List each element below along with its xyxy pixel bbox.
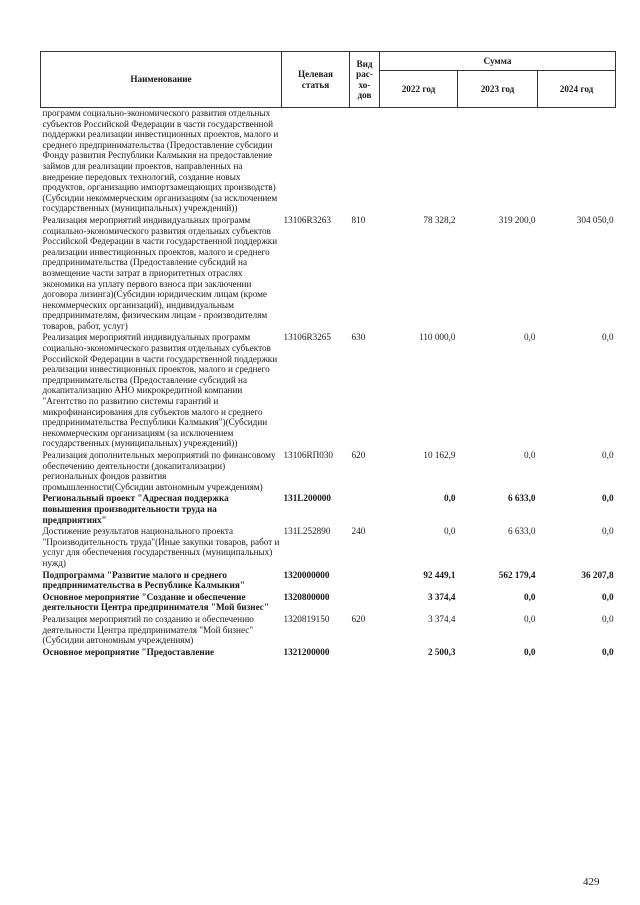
row-sum-2024: 0,0	[602, 526, 614, 537]
row-sum-2024: 0,0	[602, 493, 614, 504]
header-vid: Вид рас-хо-дов	[350, 52, 380, 108]
row-sum-2022: 2 500,3	[427, 646, 456, 657]
row-expense-type	[350, 108, 380, 215]
row-name: Региональный проект "Адресная поддержка повышения производительности труда на предприятиях"	[42, 493, 229, 525]
row-name: Основное мероприятие "Создание и обеспечение деятельности Центра предпринимателя "Мой бизнес"	[42, 591, 269, 613]
page-number: 429	[583, 876, 600, 888]
row-name: программ социально-экономического развития отдельных субъектов Российской Федерации в части государственной поддержки реализации инвестиционных проектов, малого и среднего предпринимательства (Предоставление субсидии Фонду развития Республики Калмыкия на предоставление займов для реализации проектов, направленных на внедрение передовых технологий, создание новых продуктов, организацию импортзамещающих производств)(Субсидии некоммерческим организациям (за исключением государственных (муниципальных) учреждений))	[42, 108, 279, 214]
row-expense-type	[350, 592, 380, 614]
row-sum-2023: 0,0	[524, 450, 536, 460]
row-name: Основное мероприятие "Предоставление	[42, 646, 215, 657]
row-target-code: 1321200000	[283, 646, 330, 657]
row-target-code: 13106RП030	[283, 450, 334, 460]
row-sum-2023: 0,0	[524, 591, 536, 602]
table-row	[41, 108, 616, 215]
table-body	[41, 108, 616, 659]
table-row	[41, 215, 616, 333]
table-row	[41, 332, 616, 450]
row-sum-2023	[458, 108, 538, 215]
row-sum-2023: 6 633,0	[507, 493, 536, 504]
row-target-code	[282, 108, 350, 215]
table-row	[41, 592, 616, 614]
row-target-code: 131L252890	[283, 526, 331, 537]
row-target-code: 1320800000	[283, 591, 330, 602]
row-sum-2024: 0,0	[602, 646, 614, 657]
row-sum-2022: 110 000,0	[419, 332, 456, 343]
table-header	[41, 52, 616, 108]
row-sum-2023: 562 179,4	[498, 569, 536, 580]
table-row	[41, 526, 616, 569]
row-expense-type	[350, 647, 380, 659]
table-row	[41, 493, 616, 526]
table-row	[41, 450, 616, 493]
header-sum: Сумма	[380, 52, 616, 71]
table-row	[41, 647, 616, 659]
row-name: Реализация мероприятий индивидуальных программ социально-экономического развития отдельных субъектов Российской Федерации в части государственной поддержки реализации инвестиционных проектов, малого и среднего предпринимательства (Предоставление субсидий на докапитализацию АНО микрокредитной компании "Агентство по развитию системы гарантий и микрофинансирования для субъектов малого и среднего предпринимательства Республики Калмыкия")(Субсидии некоммерческим организациям (за исключением государственных (муниципальных) учреждений))	[42, 332, 278, 449]
row-sum-2023: 0,0	[524, 332, 536, 343]
row-name: Реализация мероприятий по созданию и обеспечению деятельности Центра предпринимателя "Мой бизнес"(Субсидии автономным учреждениям)	[42, 613, 254, 646]
header-target: Целевая статья	[282, 52, 350, 108]
row-name: Реализация мероприятий индивидуальных программ социально-экономического развития отдельных субъектов Российской Федерации в части государственной поддержки реализации инвестиционных проектов, малого и среднего предпринимательства (Предоставление субсидий на возмещение части затрат в приоритетных отраслях экономики на уплату первого взноса при заключении договора лизинга)(Субсидии юридическим лицам (кроме некоммерческих организаций), индивидуальным предпринимателям, физическим лицам - производителям товаров, работ, услуг)	[42, 214, 278, 331]
budget-table	[40, 51, 616, 658]
row-sum-2022: 92 449,1	[423, 569, 456, 580]
row-sum-2022: 0,0	[444, 493, 456, 504]
row-sum-2022	[380, 108, 458, 215]
row-name: Реализация дополнительных мероприятий по финансовому обеспечению деятельности (докапитализации) региональных фондов развития промышленности(Субсидии автономным учреждениям)	[42, 450, 276, 492]
row-expense-type	[350, 493, 380, 526]
table-row	[41, 614, 616, 647]
row-expense-type: 240	[351, 526, 366, 537]
row-sum-2023: 0,0	[524, 613, 536, 624]
row-sum-2023: 319 200,0	[498, 214, 536, 225]
row-sum-2024: 0,0	[602, 613, 614, 624]
table-row	[41, 570, 616, 592]
row-sum-2022: 3 374,4	[427, 613, 456, 624]
row-name: Подпрограмма "Развитие малого и среднего предпринимательства в Республике Калмыкия"	[42, 569, 245, 591]
row-sum-2022: 78 328,2	[423, 214, 456, 225]
row-sum-2022: 10 162,9	[423, 450, 456, 460]
row-sum-2024: 304 050,0	[576, 214, 614, 225]
row-target-code: 1320000000	[283, 569, 330, 580]
row-sum-2024: 36 207,8	[581, 569, 614, 580]
header-2022: 2022 год	[380, 71, 458, 108]
row-sum-2023: 6 633,0	[507, 526, 536, 537]
row-sum-2024: 0,0	[602, 591, 614, 602]
row-sum-2024: 0,0	[602, 332, 614, 343]
row-sum-2022: 0,0	[444, 526, 456, 537]
row-sum-2024: 0,0	[602, 450, 614, 460]
row-expense-type: 630	[351, 332, 366, 343]
row-target-code: 13106R3263	[283, 214, 331, 225]
row-target-code: 131L200000	[283, 493, 331, 504]
row-expense-type: 620	[351, 613, 366, 624]
row-sum-2023: 0,0	[524, 646, 536, 657]
header-2023: 2023 год	[458, 71, 538, 108]
row-expense-type: 620	[351, 450, 366, 460]
row-name: Достижение результатов национального проекта "Производительность труда"(Иные закупки товаров, работ и услуг для обеспечения государственных (муниципальных) нужд)	[42, 526, 280, 568]
row-sum-2024	[538, 108, 616, 215]
header-2024: 2024 год	[538, 71, 616, 108]
header-name: Наименование	[41, 52, 282, 108]
row-target-code: 13106R3265	[283, 332, 331, 343]
row-expense-type	[350, 570, 380, 592]
row-expense-type: 810	[351, 214, 366, 225]
row-sum-2022: 3 374,4	[427, 591, 456, 602]
row-target-code: 1320819150	[283, 613, 330, 624]
